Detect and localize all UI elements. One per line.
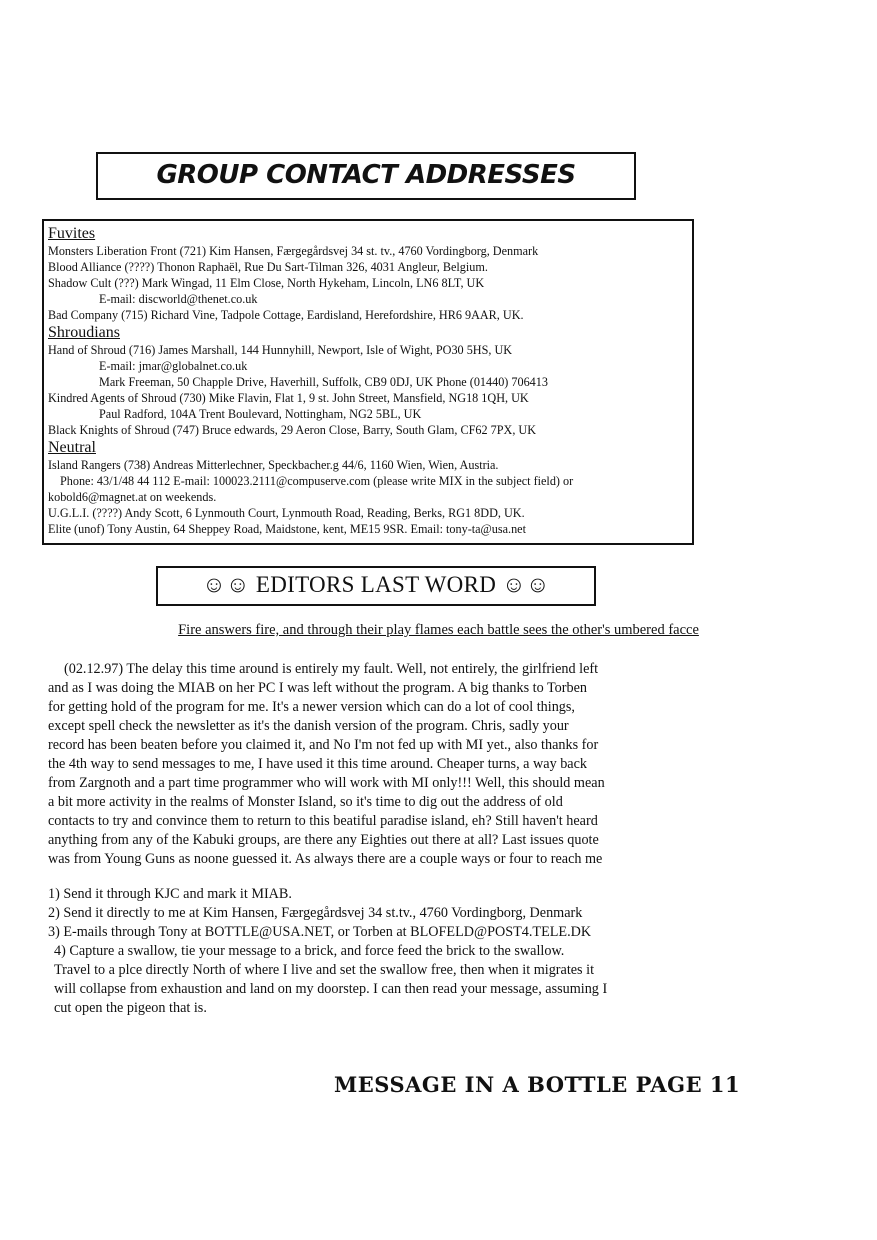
group-heading-neutral: Neutral [48, 439, 96, 456]
step-item: 4) Capture a swallow, tie your message to a brick, and force feed the brick to the swallow. [54, 943, 565, 959]
body-line: contacts to try and convince them to return to this beatiful paradise island, eh? Still haven't heard [48, 813, 598, 829]
body-line: was from Young Guns as noone guessed it. As always there are a couple ways or four to reach me [48, 851, 603, 867]
contact-email: E-mail: jmar@globalnet.co.uk [99, 359, 248, 373]
step-continuation: cut open the pigeon that is. [54, 1000, 207, 1016]
contact-line: Shadow Cult (???) Mark Wingad, 11 Elm Close, North Hykeham, Lincoln, LN6 8LT, UK [48, 276, 485, 290]
contact-line: Kindred Agents of Shroud (730) Mike Flavin, Flat 1, 9 st. John Street, Mansfield, NG18 1QH, UK [48, 391, 529, 405]
contact-line: Island Rangers (738) Andreas Mitterlechner, Speckbacher.g 44/6, 1160 Wien, Wien, Austria. [48, 458, 499, 472]
contact-line: Bad Company (715) Richard Vine, Tadpole Cottage, Eardisland, Herefordshire, HR6 9AAR, UK. [48, 308, 524, 322]
body-line: except spell check the newsletter as it's the danish version of the program. Chris, sadly your [48, 718, 569, 734]
contact-line: U.G.L.I. (????) Andy Scott, 6 Lynmouth Court, Lynmouth Road, Reading, Berks, RG1 8DD, UK. [48, 506, 525, 520]
quote [0, 622, 877, 639]
editors-last-word-box [156, 566, 596, 606]
step-item: 2) Send it directly to me at Kim Hansen, Færgegårdsvej 34 st.tv., 4760 Vordingborg, Denmark [48, 905, 583, 921]
contact-line: Black Knights of Shroud (747) Bruce edwards, 29 Aeron Close, Barry, South Glam, CF62 7PX, UK [48, 423, 537, 437]
body-line: record has been beaten before you claimed it, and No I'm not fed up with MI yet., also thanks for [48, 737, 599, 753]
step-continuation: Travel to a plce directly North of where I live and set the swallow free, then when it migrates it [54, 962, 595, 978]
page-title: GROUP CONTACT ADDRESSES [156, 160, 576, 190]
step-continuation: will collapse from exhaustion and land on my doorstep. I can then read your message, assuming I [54, 981, 608, 997]
body-line: and as I was doing the MIAB on her PC I was left without the program. A big thanks to Torben [48, 680, 587, 696]
contacts-box [42, 219, 694, 545]
contact-phone-email: Phone: 43/1/48 44 112 E-mail: 100023.2111@compuserve.com (please write MIX in the subject field) or [60, 474, 574, 488]
quote-text: Fire answers fire, and through their play flames each battle sees the other's umbered facce [178, 622, 699, 638]
group-heading-fuvites: Fuvites [48, 225, 96, 242]
contact-line: Mark Freeman, 50 Chapple Drive, Haverhill, Suffolk, CB9 0DJ, UK Phone (01440) 706413 [99, 375, 548, 389]
body-line: for getting hold of the program for me. It's a newer version which can do a lot of cool things, [48, 699, 575, 715]
body-line: the 4th way to send messages to me, I have used it this time around. Cheaper turns, a way back [48, 756, 587, 772]
contact-steps [48, 885, 728, 1018]
group-heading-shroudians: Shroudians [48, 324, 120, 341]
body-line: a bit more activity in the realms of Monster Island, so it's time to dig out the address of old [48, 794, 563, 810]
body-line: from Zargnoth and a part time programmer who will work with MI only!!! Well, this should mean [48, 775, 605, 791]
contact-line: Blood Alliance (????) Thonon Raphaël, Rue Du Sart-Tilman 326, 4031 Angleur, Belgium. [48, 260, 488, 274]
editor-body [48, 660, 728, 869]
contact-email: E-mail: discworld@thenet.co.uk [99, 292, 258, 306]
body-line: anything from any of the Kabuki groups, are there any Eighties out there at all? Last issues quote [48, 832, 599, 848]
editors-last-word-title: ☺☺ EDITORS LAST WORD ☺☺ [202, 572, 550, 597]
contact-line: Monsters Liberation Front (721) Kim Hansen, Færgegårdsvej 34 st. tv., 4760 Vordingborg, Denmark [48, 244, 539, 258]
step-item: 3) E-mails through Tony at BOTTLE@USA.NET, or Torben at BLOFELD@POST4.TELE.DK [48, 924, 592, 940]
body-line: (02.12.97) The delay this time around is entirely my fault. Well, not entirely, the girlfriend left [64, 661, 599, 677]
page-footer: MESSAGE IN A BOTTLE PAGE 11 [334, 1072, 741, 1097]
contact-line: Hand of Shroud (716) James Marshall, 144 Hunnyhill, Newport, Isle of Wight, PO30 5HS, UK [48, 343, 513, 357]
contact-line: kobold6@magnet.at on weekends. [48, 490, 217, 504]
contact-line: Elite (unof) Tony Austin, 64 Sheppey Road, Maidstone, kent, ME15 9SR. Email: tony-ta@usa.net [48, 522, 526, 536]
group-contact-title-box [96, 152, 636, 200]
step-item: 1) Send it through KJC and mark it MIAB. [48, 886, 292, 902]
contact-line: Paul Radford, 104A Trent Boulevard, Nottingham, NG2 5BL, UK [99, 407, 422, 421]
